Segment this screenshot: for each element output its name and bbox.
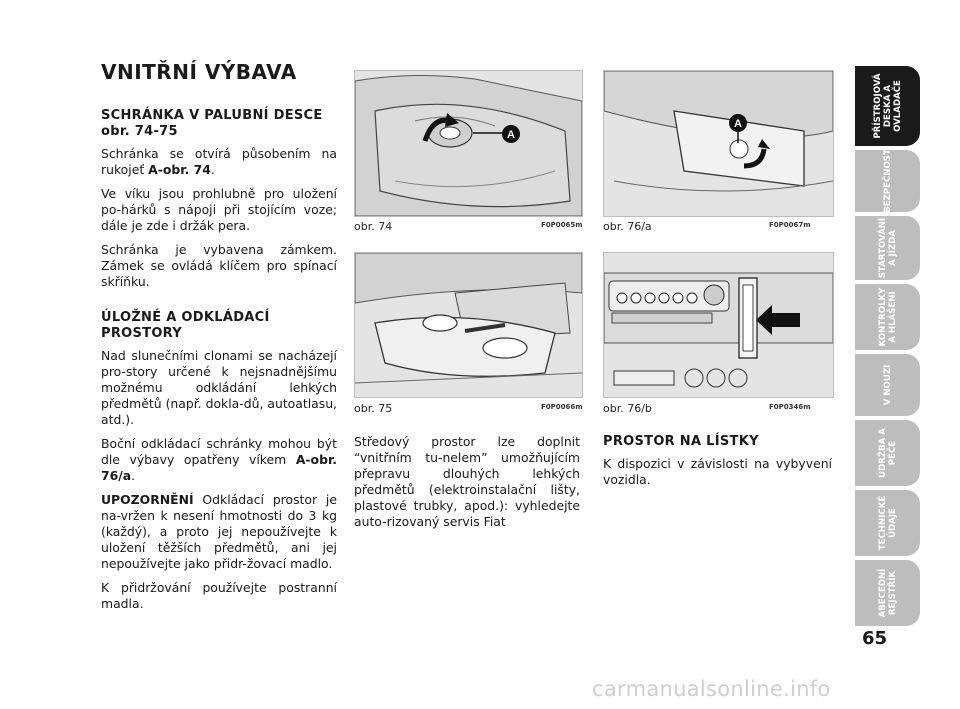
figure-caption: obr. 74 xyxy=(354,220,393,233)
paragraph xyxy=(101,436,337,484)
paragraph xyxy=(101,146,337,178)
middle-column xyxy=(354,434,580,538)
tab-kontrolky[interactable] xyxy=(855,284,920,350)
section-heading-storage xyxy=(101,310,337,342)
tab-bezpecnost[interactable] xyxy=(855,150,920,212)
heading-figure-ref: obr. 74-75 xyxy=(101,124,178,139)
tab-technicke-udaje[interactable] xyxy=(855,490,920,556)
figure-caption: obr. 76/a xyxy=(603,220,652,233)
section-heading-ticket-storage: PROSTOR NA LÍSTKY xyxy=(603,434,759,449)
figure-drawing xyxy=(604,71,833,216)
figure-drawing xyxy=(355,71,582,216)
heading-line: ÚLOŽNÉ A ODKLÁDACÍ xyxy=(101,310,270,325)
tab-pristrojova-deska[interactable] xyxy=(855,66,920,146)
figure-caption: obr. 75 xyxy=(354,402,393,415)
text-span: Boční odkládací schránky mohou být dle výbavy opatřeny víkem xyxy=(101,436,337,467)
watermark: carmanualsonline.info xyxy=(592,677,831,701)
figure-drawing xyxy=(604,253,833,397)
tab-label: PŘÍSTROJOVÁ DESKA A OVLADAČE xyxy=(872,73,903,139)
figure-code: F0P0067m xyxy=(769,221,811,229)
figure-code: F0P0346m xyxy=(769,403,811,411)
page-number: 65 xyxy=(862,628,888,649)
page-title: VNITŘNÍ VÝBAVA xyxy=(101,60,297,84)
text-span: . xyxy=(210,162,215,177)
warning-paragraph xyxy=(101,492,337,572)
tab-udrzba[interactable] xyxy=(855,420,920,486)
tab-label: KONTROLKY A HLÁŠENÍ xyxy=(877,287,898,347)
paragraph: Schránka je vybavena zámkem. Zámek se ovládá klíčem pro spínací skříňku. xyxy=(101,242,337,289)
figure-glovebox-open xyxy=(354,252,583,398)
tab-startovani[interactable] xyxy=(855,216,920,280)
tab-label: ÚDRŽBA A PÉČE xyxy=(877,428,898,478)
section-heading-glovebox xyxy=(101,108,337,140)
figure-glovebox-handle xyxy=(354,70,583,217)
text-span: Schránka se otvírá působením na rukojeť xyxy=(101,146,337,177)
tab-label: STARTOVÁNÍ A JÍZDA xyxy=(877,217,898,279)
paragraph: Středový prostor lze doplnit “vnitřním tu-nelem” umožňujícím přepravu dlouhých lehkých předmětů (elektroinstalační lišty, plastové trubky, apod.): vyhledejte auto-rizovaný servis Fiat xyxy=(354,434,580,529)
figure-code: F0P0065m xyxy=(541,221,583,229)
heading-line: PROSTORY xyxy=(101,326,182,341)
marker-a: A xyxy=(507,129,515,141)
paragraph: K přidržování používejte postranní madla. xyxy=(101,580,337,611)
paragraph: Nad slunečními clonami se nacházejí pro-story určené k nejsnadnějšímu možnému odkládání lehkých předmětů (např. dokla-dů, autoatlasu, atd.). xyxy=(101,348,337,427)
text-span: . xyxy=(131,468,136,483)
figure-ref: A-obr. 76/a xyxy=(101,452,337,483)
paragraph: Ve víku jsou prohlubně pro uložení po-hárků s nápoji při stojícím voze; dále je zde i držák pera. xyxy=(101,186,337,233)
paragraph: K dispozici v závislosti na vybyvení vozidla. xyxy=(603,456,832,487)
right-column xyxy=(603,434,832,496)
tab-label: BEZPEČNOST xyxy=(882,149,893,213)
marker-a: A xyxy=(734,118,742,130)
figure-ticket-holder xyxy=(603,252,834,398)
figure-ref: A-obr. 74 xyxy=(148,162,211,177)
figure-side-storage-lid xyxy=(603,70,834,217)
left-column xyxy=(101,60,337,620)
tab-label: ABECEDNÍ REJSTŘÍK xyxy=(877,568,898,618)
warning-text: Odkládací prostor je na-vržen k nesení hmotnosti do 3 kg (každý), a proto jej nepoužívejte k uložení těžších předmětů, ani jej nepoužívejte jako přidr-žovací madlo. xyxy=(101,492,337,571)
figure-caption: obr. 76/b xyxy=(603,402,652,415)
tab-label: V NOUZI xyxy=(882,364,893,406)
warning-label: UPOZORNĚNÍ xyxy=(101,492,194,507)
figure-drawing xyxy=(355,253,582,397)
figure-code: F0P0066m xyxy=(541,403,583,411)
tab-label: TECHNICKÉ ÚDAJE xyxy=(877,495,898,551)
tab-v-nouzi[interactable] xyxy=(855,354,920,416)
heading-line: SCHRÁNKA V PALUBNÍ DESCE xyxy=(101,108,323,123)
tab-abecedni-rejstrik[interactable] xyxy=(855,560,920,626)
